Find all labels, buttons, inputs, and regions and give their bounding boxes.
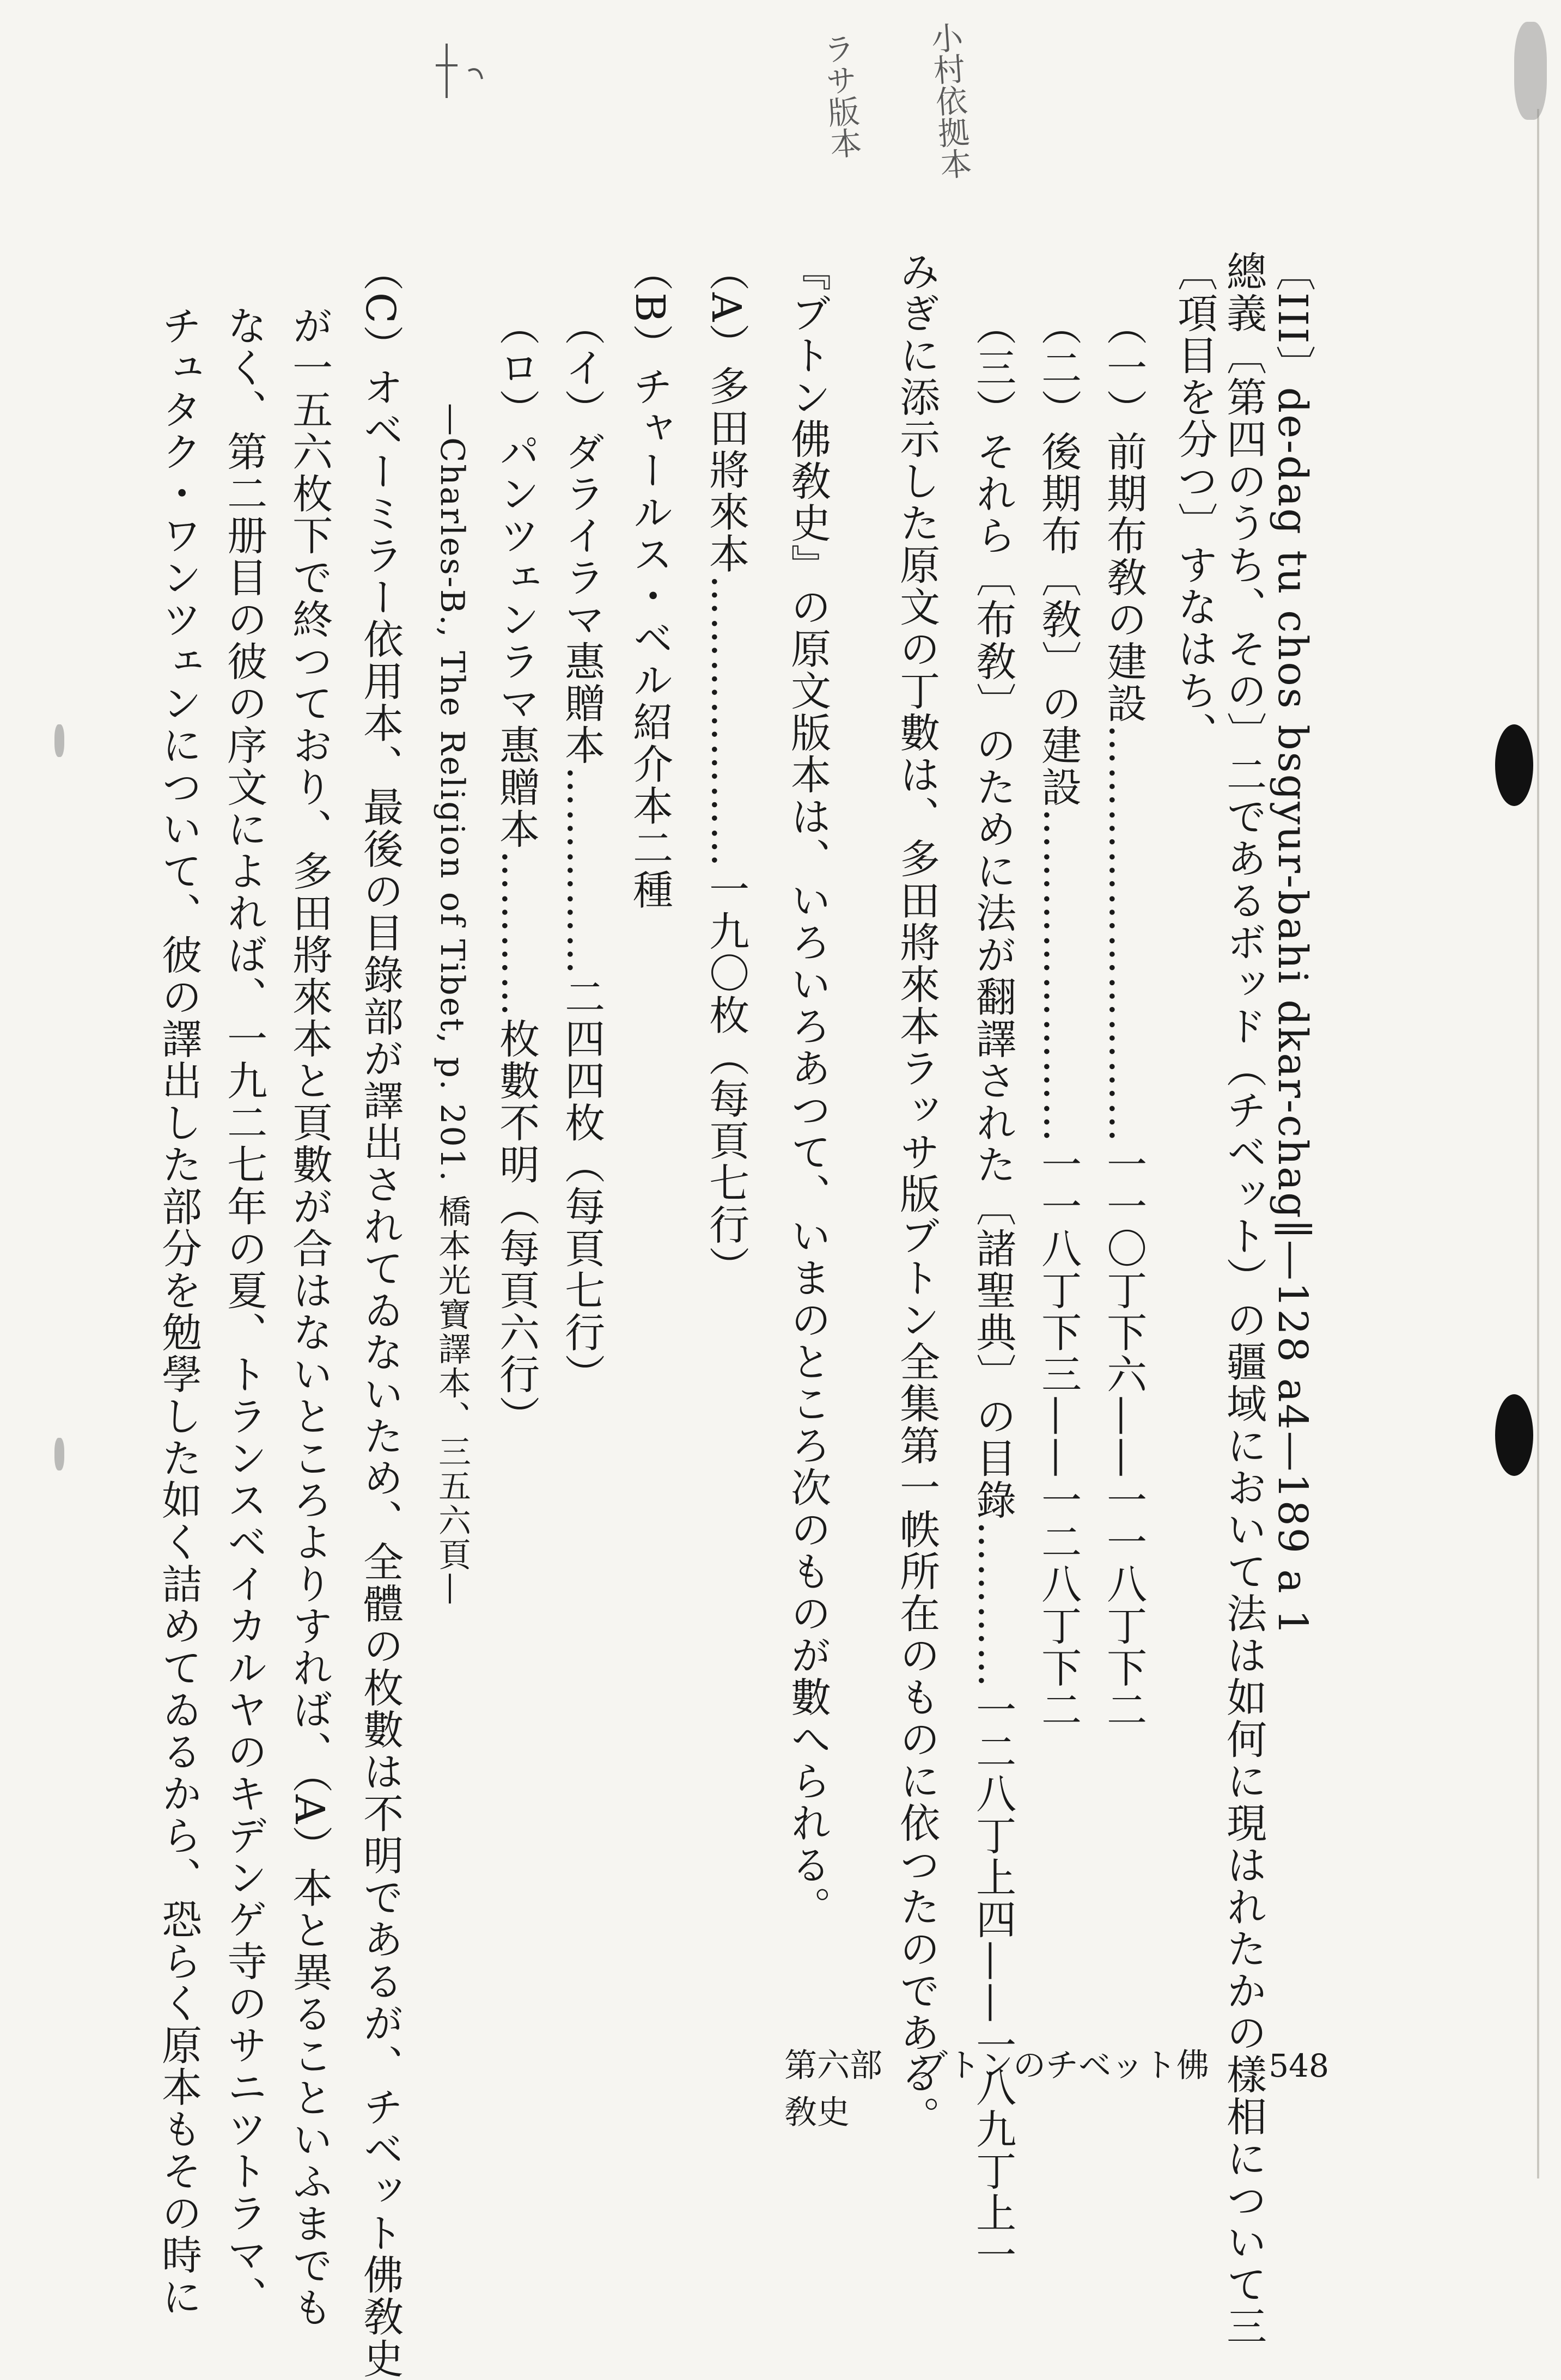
text-column: なく、第二册目の彼の序文によれば、一九二七年の夏、トランスベイカルヤのキデンゲ寺のサニツトラマ、 [221, 305, 268, 2318]
text-column: が一五六枚下で終つており、多田將來本と頁數が合はないところよりすれば、（A）本と異ることいふまでも [286, 305, 333, 2329]
header-line: 〔III〕de-dag tu chos bsgyur-bahi dkar-chag∥—128 a4—189 a 1 [1269, 251, 1316, 1637]
text-column: みぎに添示した原文の丁數は、多田將來本ラッサ版ブトン全集第一帙所在のものに依つたのである。 [893, 251, 941, 2138]
scan-smudge [54, 1438, 64, 1470]
scan-smudge [1514, 22, 1547, 120]
text-column: 總義〔第四のうち、その〕二であるボッド（チベット）の疆域において法は如何に現はれたかの樣相について三 [1220, 251, 1267, 2347]
text-column: 〔項目を分つ〕すなはち、 [1171, 251, 1218, 754]
list-item: （一）前期布敎の建設…………………………一一〇丁下六——一一八丁下二 [1100, 305, 1148, 1731]
page-number: 548 [1269, 2047, 1329, 2084]
footer-section-title: 第六部 ブトンのチベット佛敎史 [784, 2047, 1209, 2132]
text-column: チュタク・ワンツェンについて、彼の譯出した部分を勉學した如く詰めてゐるから、恐らく原本もその時に [155, 305, 203, 2318]
list-item: （二）後期布〔敎〕の建設……………………一一八丁下三——一二八丁下二 [1035, 305, 1082, 1731]
list-item: （B）チャールス・ベル紹介本二種 [626, 251, 674, 911]
citation-line: —Charles-B., The Religion of Tibet, p. 201. 橋本光寶譯本、三五六頁— [433, 403, 471, 1607]
page-footer [784, 2040, 1329, 2133]
text-column: 『ブトン佛敎史』の原文版本は、いろいろあつて、いまのところ次のものが數へられる。 [784, 251, 832, 1928]
list-subitem: （ロ）パンツェンラマ惠贈本…………枚數不明（每頁六行） [493, 305, 540, 1437]
scan-smudge [54, 724, 64, 757]
binding-hole [1495, 724, 1533, 806]
handwritten-mark [430, 33, 496, 109]
list-item: （A）多田將來本…………………一九〇枚（每頁七行） [703, 251, 750, 1288]
list-item: （三）それら〔布敎〕のために法が翻譯された〔諸聖典〕の目錄…………一二八丁上四——一八九丁上一 [969, 305, 1017, 2276]
list-subitem: （イ）ダライラマ惠贈本……………二四四枚（每頁七行） [558, 305, 606, 1395]
handwritten-note: ラサ版本 [816, 31, 863, 161]
page-edge-line [1537, 109, 1539, 2178]
binding-hole [1495, 1394, 1533, 1476]
handwritten-note: 小村依拠本 [924, 20, 973, 181]
text-column: （C）オベーミラー依用本、最後の目錄部が譯出されてゐないため、全體の枚數は不明であるが、チベット佛敎史 [357, 251, 404, 2380]
